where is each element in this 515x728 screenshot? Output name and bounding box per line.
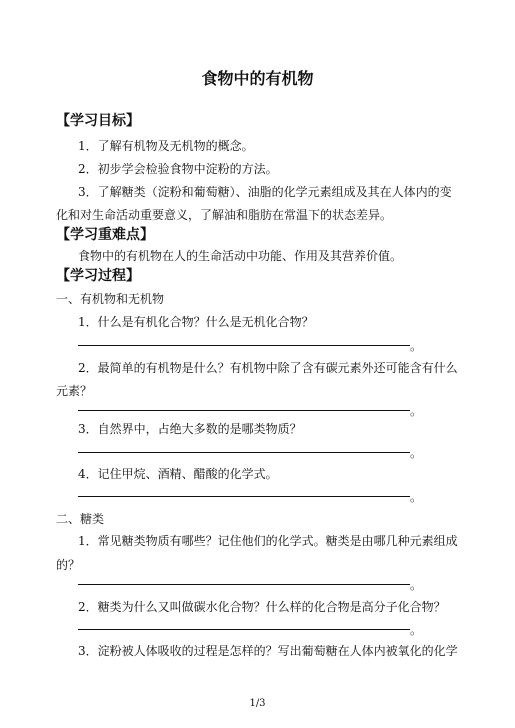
goals-heading: 【学习目标】 (56, 113, 140, 129)
answer-line-3[interactable] (78, 452, 410, 453)
goal-item-2: 2．初步学会检验食物中淀粉的方法。 (78, 162, 278, 176)
period-6: 。 (410, 623, 423, 637)
period-3: 。 (410, 446, 423, 460)
page-number: 1/3 (249, 698, 266, 709)
question-2: 2．最简单的有机物是什么？有机物中除了含有碳元素外还可能含有什么 (78, 361, 458, 375)
answer-line-4[interactable] (78, 496, 410, 497)
answer-line-5[interactable] (78, 584, 410, 585)
question-3: 3．自然界中，占绝大多数的是哪类物质？ (78, 422, 302, 436)
period-5: 。 (410, 578, 423, 592)
question-2-cont: 元素？ (56, 384, 93, 398)
question-5: 1．常见糖类物质有哪些？记住他们的化学式。糖类是由哪几种元素组成 (78, 534, 458, 548)
period-2: 。 (410, 404, 423, 418)
goal-item-3: 3．了解糖类（淀粉和葡萄糖）、油脂的化学元素组成及其在人体内的变 (78, 185, 452, 199)
period-4: 。 (410, 490, 423, 504)
period-1: 。 (410, 339, 423, 353)
part1-title: 一、有机物和无机物 (56, 292, 165, 306)
question-4: 4．记住甲烷、酒精、醋酸的化学式。 (78, 467, 278, 481)
key-points-heading: 【学习重难点】 (56, 227, 154, 243)
question-1: 1．什么是有机化合物？什么是无机化合物？ (78, 315, 314, 329)
goal-item-3-cont: 化和对生命活动重要意义，了解油和脂肪在常温下的状态差异。 (56, 208, 393, 222)
part2-title: 二、糖类 (56, 512, 105, 526)
question-6: 2．糖类为什么又叫做碳水化合物？什么样的化合物是高分子化合物？ (78, 600, 446, 614)
question-7: 3．淀粉被人体吸收的过程是怎样的？写出葡萄糖在人体内被氧化的化学 (78, 644, 458, 658)
page-title: 食物中的有机物 (201, 69, 314, 88)
answer-line-1[interactable] (78, 345, 410, 346)
goal-item-1: 1．了解有机物及无机物的概念。 (78, 139, 254, 153)
answer-line-6[interactable] (78, 629, 410, 630)
process-heading: 【学习过程】 (56, 268, 140, 284)
question-5-cont: 的？ (56, 558, 81, 572)
answer-line-2[interactable] (78, 410, 410, 411)
key-points-text: 食物中的有机物在人的生命活动中功能、作用及其营养价值。 (78, 249, 403, 263)
